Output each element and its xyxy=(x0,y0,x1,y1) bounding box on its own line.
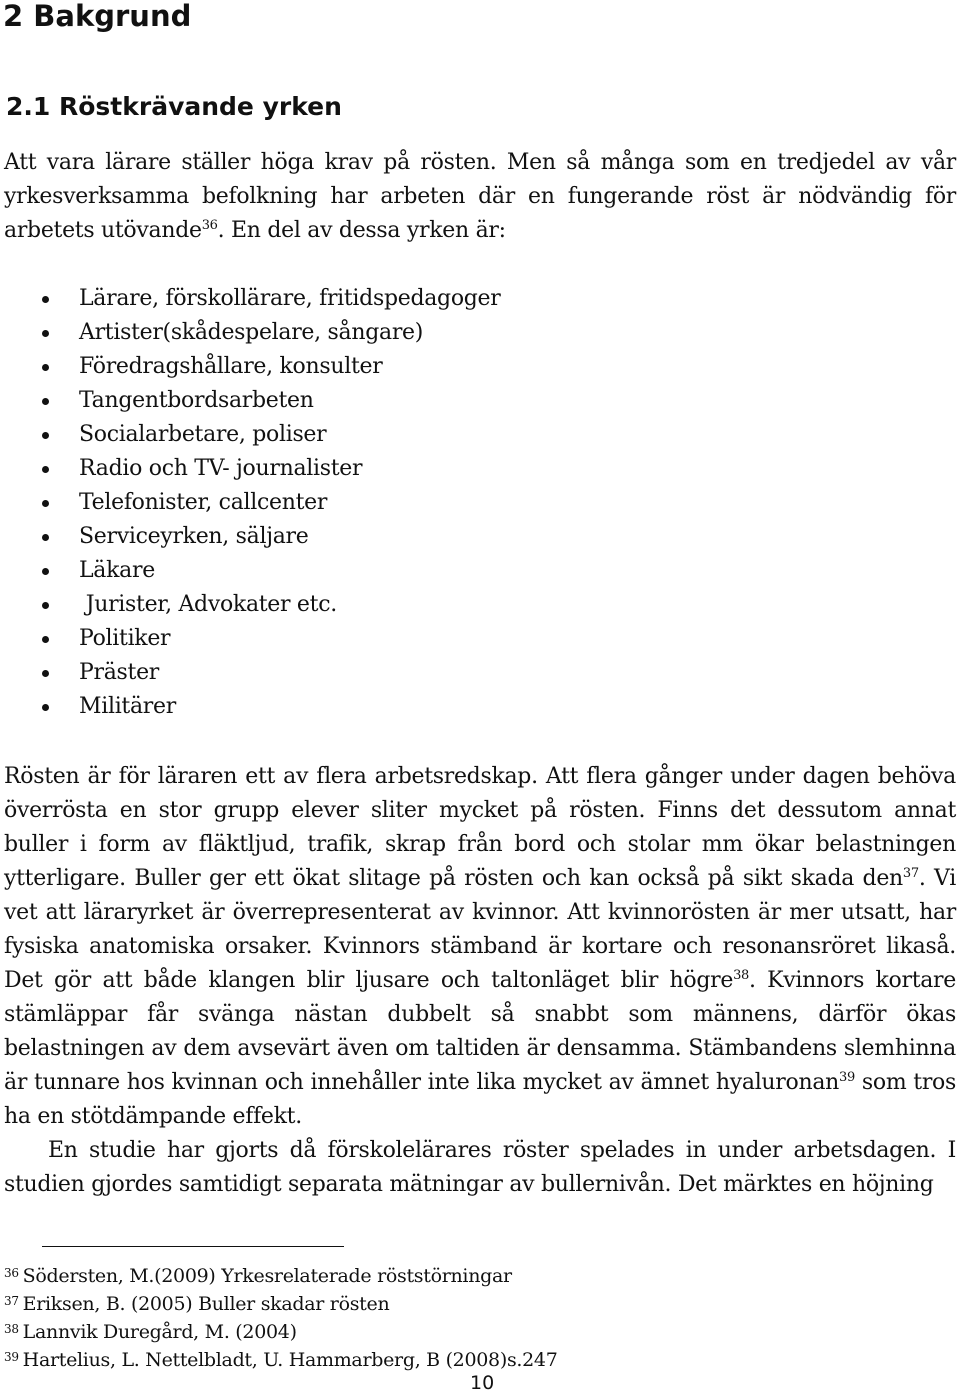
bullet-icon xyxy=(42,568,49,575)
paragraph-text: . Vi vet att läraryrket är överrepresenterat av kvinnor. Att kvinnorösten är mer utsatt, har fysiska anatomiska orsaker. Kvinnors stämband är kortare och resonansröret likaså. Det gör att både klangen blir ljusare och taltonläget blir högre xyxy=(4,866,956,993)
bullet-icon xyxy=(42,466,49,473)
list-item xyxy=(0,656,501,690)
footnote-text: Lannvik Duregård, M. (2004) xyxy=(22,1321,297,1343)
footnote-number: 39 xyxy=(4,1350,19,1364)
list-item xyxy=(0,384,501,418)
list-item-label: Tangentbordsarbeten xyxy=(79,388,314,413)
page-number: 10 xyxy=(470,1372,495,1394)
intro-text-b: . En del av dessa yrken är: xyxy=(217,218,506,243)
paragraph-text: . Kvinnors kortare stämläppar får svänga nästan dubbelt så snabbt som männens, därför ökas belastningen av dem avsevärt även om taltiden är densamma. Stämbandens slemhinna är tunnare hos kvinnan och innehåller inte lika mycket av ämnet hyaluronan xyxy=(4,968,956,1095)
bullet-icon xyxy=(42,330,49,337)
footnote-ref-38[interactable]: 38 xyxy=(733,968,750,983)
list-item xyxy=(0,350,501,384)
list-item-label: Serviceyrken, säljare xyxy=(79,524,309,549)
paragraph-text: som tros ha en stötdämpande effekt. xyxy=(4,1070,956,1129)
footnote-list xyxy=(4,1259,558,1371)
footnote-ref-36[interactable]: 36 xyxy=(201,218,218,233)
chapter-heading: 2 Bakgrund xyxy=(3,0,192,33)
list-item xyxy=(0,520,501,554)
footnote-number: 36 xyxy=(4,1266,19,1280)
list-item xyxy=(0,282,501,316)
list-item xyxy=(0,452,501,486)
bullet-icon xyxy=(42,670,49,677)
footnote-separator xyxy=(42,1246,344,1247)
intro-text-a: Att vara lärare ställer höga krav på rösten. Men så många som en tredjedel av vår yrkesverksamma befolkning har arbeten där en fungerande röst är nödvändig för arbetets utövande xyxy=(4,150,956,243)
bullet-icon xyxy=(42,534,49,541)
footnote-number: 38 xyxy=(4,1322,19,1336)
list-item xyxy=(0,418,501,452)
bullet-icon xyxy=(42,704,49,711)
bullet-icon xyxy=(42,500,49,507)
list-item-label: Läkare xyxy=(79,558,155,583)
bullet-icon xyxy=(42,364,49,371)
list-item-label: Lärare, förskollärare, fritidspedagoger xyxy=(79,286,501,311)
bullet-icon xyxy=(42,636,49,643)
intro-paragraph xyxy=(4,146,956,248)
footnote-ref-37[interactable]: 37 xyxy=(902,866,919,881)
footnote-number: 37 xyxy=(4,1294,19,1308)
footnote-text: Hartelius, L. Nettelbladt, U. Hammarberg, B (2008)s.247 xyxy=(22,1349,558,1371)
section-heading: 2.1 Röstkrävande yrken xyxy=(6,92,342,121)
list-item xyxy=(0,622,501,656)
list-item-label: Militärer xyxy=(79,694,176,719)
body-paragraph-2: En studie har gjorts då förskolelärares röster spelades in under arbetsdagen. I studien gjordes samtidigt separata mätningar av bullernivån. Det märktes en höjning xyxy=(4,1138,956,1197)
paragraph-text: Rösten är för läraren ett av flera arbetsredskap. Att flera gånger under dagen behöva överrösta en stor grupp elever sliter mycket på rösten. Finns det dessutom annat buller i form av fläktljud, trafik, skrap från bord och stolar mm ökar belastningen ytterligare. Buller ger ett ökat slitage på rösten och kan också på sikt skada den xyxy=(4,764,956,891)
list-item xyxy=(0,554,501,588)
list-item xyxy=(0,690,501,724)
list-item xyxy=(0,316,501,350)
footnote-item xyxy=(4,1259,558,1287)
body-paragraph-1 xyxy=(4,760,956,1134)
list-item-label: Telefonister, callcenter xyxy=(79,490,328,515)
footnote-item xyxy=(4,1343,558,1371)
bullet-icon xyxy=(42,296,49,303)
bullet-icon xyxy=(42,602,49,609)
list-item-label: Socialarbetare, poliser xyxy=(79,422,327,447)
footnote-item xyxy=(4,1287,558,1315)
list-item-label: Artister(skådespelare, sångare) xyxy=(79,320,424,345)
body-text xyxy=(4,760,956,1202)
bullet-icon xyxy=(42,398,49,405)
list-item xyxy=(0,588,501,622)
footnote-text: Södersten, M.(2009) Yrkesrelaterade röststörningar xyxy=(22,1265,512,1287)
list-item-label: Politiker xyxy=(79,626,171,651)
footnote-ref-39[interactable]: 39 xyxy=(839,1070,855,1085)
footnote-item xyxy=(4,1315,558,1343)
list-item-label: Jurister, Advokater etc. xyxy=(79,592,337,617)
occupation-list xyxy=(0,282,501,724)
list-item-label: Radio och TV- journalister xyxy=(79,456,363,481)
list-item-label: Föredragshållare, konsulter xyxy=(79,354,383,379)
list-item-label: Präster xyxy=(79,660,160,685)
bullet-icon xyxy=(42,432,49,439)
list-item xyxy=(0,486,501,520)
footnote-text: Eriksen, B. (2005) Buller skadar rösten xyxy=(22,1293,390,1315)
